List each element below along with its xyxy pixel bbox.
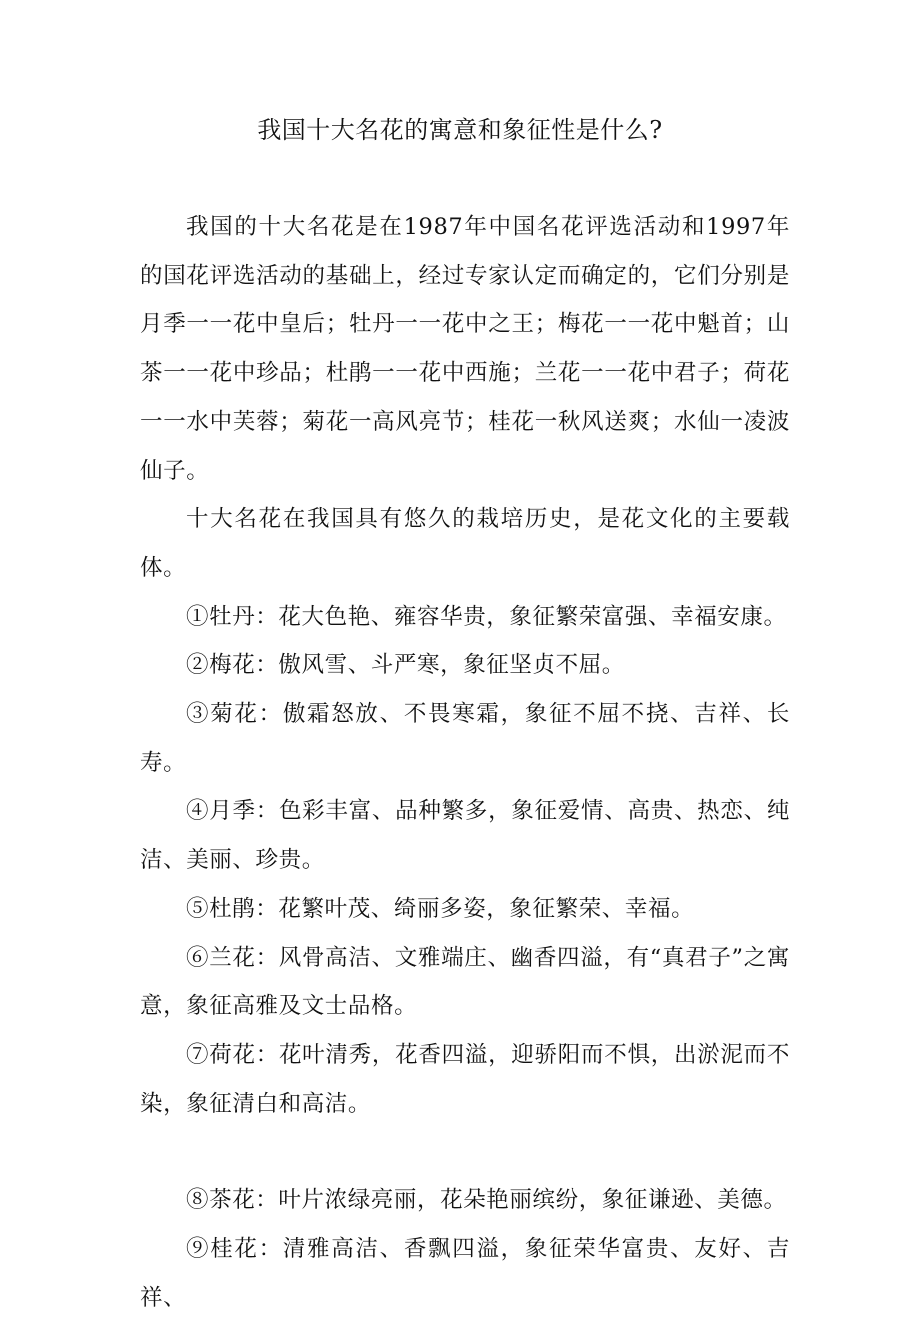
paragraph-peony: ①牡丹：花大色艳、雍容华贵，象征繁荣富强、幸福安康。 bbox=[186, 603, 787, 630]
document-body bbox=[140, 203, 790, 1322]
paragraph-camellia: ⑧茶花：叶片浓绿亮丽，花朵艳丽缤纷，象征谦逊、美德。 bbox=[186, 1187, 787, 1214]
paragraph-summary: 十大名花在我国具有悠久的栽培历史，是花文化的主要载体。 bbox=[140, 506, 790, 581]
document-title: 我国十大名花的寓意和象征性是什么? bbox=[257, 116, 663, 144]
paragraph-osmanthus: ⑨桂花：清雅高洁、香飘四溢，象征荣华富贵、友好、吉祥、 bbox=[140, 1236, 790, 1311]
paragraph-intro: 我国的十大名花是在1987年中国名花评选活动和1997年的国花评选活动的基础上，经过专家认定而确定的，它们分别是月季一一花中皇后；牡丹一一花中之王；梅花一一花中魁首；山茶一一花中珍品；杜鹃一一花中西施；兰花一一花中君子；荷花一一水中芙蓉；菊花一高风亮节；桂花一秋风送爽；水仙一凌波仙子。 bbox=[140, 214, 790, 484]
paragraph-plum: ②梅花：傲风雪、斗严寒，象征坚贞不屈。 bbox=[186, 652, 625, 679]
paragraph-orchid: ⑥兰花：风骨高洁、文雅端庄、幽香四溢，有“真君子”之寓意，象征高雅及文士品格。 bbox=[140, 944, 790, 1020]
paragraph-lotus: ⑦荷花：花叶清秀，花香四溢，迎骄阳而不惧，出淤泥而不染，象征清白和高洁。 bbox=[140, 1041, 790, 1117]
paragraph-gap bbox=[140, 1128, 790, 1176]
paragraph-azalea: ⑤杜鹃：花繁叶茂、绮丽多姿，象征繁荣、幸福。 bbox=[186, 895, 695, 922]
paragraph-rose: ④月季：色彩丰富、品种繁多，象征爱情、高贵、热恋、纯洁、美丽、珍贵。 bbox=[140, 798, 790, 874]
paragraph-chrysanthemum: ③菊花：傲霜怒放、不畏寒霜，象征不屈不挠、吉祥、长寿。 bbox=[140, 701, 790, 776]
